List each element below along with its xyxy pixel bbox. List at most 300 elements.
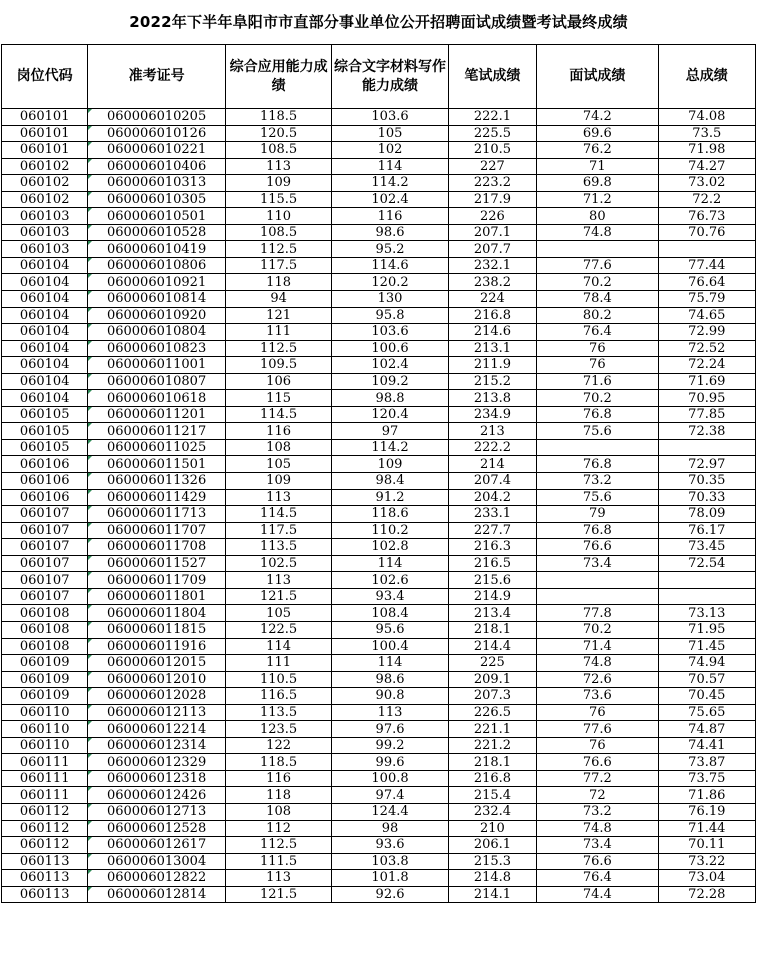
position-code-cell: 060106 (2, 489, 88, 506)
table-row (2, 688, 756, 705)
table-row (2, 175, 756, 192)
table-row (2, 208, 756, 225)
ticket-number-cell: 060006012822 (88, 870, 226, 887)
ticket-number-cell: 060006011801 (88, 588, 226, 605)
applied-ability-cell: 112.5 (225, 340, 331, 357)
applied-ability-cell: 108 (225, 803, 331, 820)
ticket-number-cell: 060006012028 (88, 688, 226, 705)
total-score-cell: 71.69 (658, 373, 755, 390)
applied-ability-cell: 109 (225, 473, 331, 490)
position-code-cell: 060111 (2, 787, 88, 804)
interview-cell: 78.4 (537, 291, 658, 308)
table-row (2, 853, 756, 870)
interview-cell: 77.2 (537, 770, 658, 787)
total-score-cell: 75.65 (658, 704, 755, 721)
score-table-body (2, 109, 756, 903)
position-code-cell: 060103 (2, 224, 88, 241)
total-score-cell (658, 241, 755, 258)
written-exam-cell: 217.9 (448, 191, 536, 208)
applied-ability-cell: 116 (225, 770, 331, 787)
applied-ability-cell: 113.5 (225, 704, 331, 721)
ticket-number-cell: 060006013004 (88, 853, 226, 870)
applied-ability-cell: 123.5 (225, 721, 331, 738)
position-code-cell: 060103 (2, 208, 88, 225)
header-interview-score: 面试成绩 (537, 45, 658, 109)
applied-ability-cell: 106 (225, 373, 331, 390)
written-exam-cell: 224 (448, 291, 536, 308)
writing-ability-cell: 98.6 (332, 224, 448, 241)
applied-ability-cell: 120.5 (225, 125, 331, 142)
applied-ability-cell: 105 (225, 456, 331, 473)
written-exam-cell: 209.1 (448, 671, 536, 688)
applied-ability-cell: 108.5 (225, 224, 331, 241)
written-exam-cell: 213.4 (448, 605, 536, 622)
interview-cell: 73.6 (537, 688, 658, 705)
interview-cell: 74.8 (537, 820, 658, 837)
table-row (2, 291, 756, 308)
table-row (2, 886, 756, 903)
position-code-cell: 060107 (2, 555, 88, 572)
total-score-cell: 73.45 (658, 539, 755, 556)
position-code-cell: 060107 (2, 588, 88, 605)
writing-ability-cell: 109 (332, 456, 448, 473)
interview-cell: 69.8 (537, 175, 658, 192)
applied-ability-cell: 115.5 (225, 191, 331, 208)
applied-ability-cell: 117.5 (225, 522, 331, 539)
table-row (2, 671, 756, 688)
written-exam-cell: 211.9 (448, 357, 536, 374)
total-score-cell: 74.65 (658, 307, 755, 324)
position-code-cell: 060109 (2, 671, 88, 688)
writing-ability-cell: 97.4 (332, 787, 448, 804)
applied-ability-cell: 118.5 (225, 754, 331, 771)
applied-ability-cell: 105 (225, 605, 331, 622)
total-score-cell: 72.97 (658, 456, 755, 473)
ticket-number-cell: 060006012713 (88, 803, 226, 820)
table-row (2, 373, 756, 390)
total-score-cell: 70.76 (658, 224, 755, 241)
total-score-cell: 72.2 (658, 191, 755, 208)
applied-ability-cell: 116.5 (225, 688, 331, 705)
writing-ability-cell: 114 (332, 158, 448, 175)
position-code-cell: 060110 (2, 721, 88, 738)
position-code-cell: 060101 (2, 142, 88, 159)
total-score-cell: 72.28 (658, 886, 755, 903)
written-exam-cell: 215.6 (448, 572, 536, 589)
position-code-cell: 060111 (2, 754, 88, 771)
ticket-number-cell: 060006010419 (88, 241, 226, 258)
total-score-cell: 70.33 (658, 489, 755, 506)
interview-cell: 76 (537, 737, 658, 754)
table-row (2, 307, 756, 324)
interview-cell: 76.6 (537, 539, 658, 556)
written-exam-cell: 215.3 (448, 853, 536, 870)
written-exam-cell: 215.4 (448, 787, 536, 804)
written-exam-cell: 214.9 (448, 588, 536, 605)
total-score-cell: 72.99 (658, 324, 755, 341)
ticket-number-cell: 060006010205 (88, 109, 226, 126)
ticket-number-cell: 060006012528 (88, 820, 226, 837)
interview-cell: 70.2 (537, 621, 658, 638)
interview-cell: 74.2 (537, 109, 658, 126)
written-exam-cell: 213 (448, 423, 536, 440)
table-row (2, 324, 756, 341)
ticket-number-cell: 060006010804 (88, 324, 226, 341)
writing-ability-cell: 98.4 (332, 473, 448, 490)
table-row (2, 555, 756, 572)
total-score-cell: 70.11 (658, 837, 755, 854)
interview-cell: 74.4 (537, 886, 658, 903)
applied-ability-cell: 121.5 (225, 588, 331, 605)
writing-ability-cell: 103.8 (332, 853, 448, 870)
total-score-cell: 76.64 (658, 274, 755, 291)
applied-ability-cell: 114.5 (225, 506, 331, 523)
written-exam-cell: 233.1 (448, 506, 536, 523)
position-code-cell: 060109 (2, 688, 88, 705)
table-row (2, 456, 756, 473)
written-exam-cell: 214 (448, 456, 536, 473)
applied-ability-cell: 111 (225, 324, 331, 341)
table-row (2, 191, 756, 208)
table-row (2, 158, 756, 175)
applied-ability-cell: 102.5 (225, 555, 331, 572)
written-exam-cell: 213.1 (448, 340, 536, 357)
ticket-number-cell: 060006010126 (88, 125, 226, 142)
table-row (2, 473, 756, 490)
interview-cell: 76.8 (537, 456, 658, 473)
written-exam-cell: 207.3 (448, 688, 536, 705)
position-code-cell: 060113 (2, 886, 88, 903)
applied-ability-cell: 108 (225, 439, 331, 456)
interview-cell: 73.2 (537, 473, 658, 490)
ticket-number-cell: 060006010806 (88, 257, 226, 274)
interview-cell: 74.8 (537, 655, 658, 672)
ticket-number-cell: 060006010528 (88, 224, 226, 241)
interview-cell: 70.2 (537, 274, 658, 291)
ticket-number-cell: 060006010921 (88, 274, 226, 291)
table-row (2, 588, 756, 605)
interview-cell (537, 588, 658, 605)
applied-ability-cell: 122 (225, 737, 331, 754)
position-code-cell: 060104 (2, 291, 88, 308)
interview-cell: 76.8 (537, 406, 658, 423)
applied-ability-cell: 109.5 (225, 357, 331, 374)
applied-ability-cell: 112.5 (225, 837, 331, 854)
applied-ability-cell: 113 (225, 158, 331, 175)
total-score-cell: 70.95 (658, 390, 755, 407)
writing-ability-cell: 97.6 (332, 721, 448, 738)
writing-ability-cell: 100.4 (332, 638, 448, 655)
writing-ability-cell: 109.2 (332, 373, 448, 390)
position-code-cell: 060111 (2, 770, 88, 787)
table-row (2, 803, 756, 820)
table-row (2, 704, 756, 721)
ticket-number-cell: 060006011501 (88, 456, 226, 473)
interview-cell: 79 (537, 506, 658, 523)
total-score-cell: 74.27 (658, 158, 755, 175)
applied-ability-cell: 110.5 (225, 671, 331, 688)
table-row (2, 721, 756, 738)
ticket-number-cell: 060006012314 (88, 737, 226, 754)
interview-cell: 75.6 (537, 423, 658, 440)
interview-cell: 80.2 (537, 307, 658, 324)
interview-cell: 76 (537, 340, 658, 357)
applied-ability-cell: 121.5 (225, 886, 331, 903)
total-score-cell: 70.35 (658, 473, 755, 490)
writing-ability-cell: 118.6 (332, 506, 448, 523)
written-exam-cell: 210.5 (448, 142, 536, 159)
ticket-number-cell: 060006011707 (88, 522, 226, 539)
position-code-cell: 060106 (2, 473, 88, 490)
position-code-cell: 060113 (2, 853, 88, 870)
interview-cell: 76 (537, 704, 658, 721)
position-code-cell: 060104 (2, 307, 88, 324)
interview-cell: 76.6 (537, 853, 658, 870)
applied-ability-cell: 113 (225, 870, 331, 887)
ticket-number-cell: 060006010920 (88, 307, 226, 324)
interview-cell: 76.6 (537, 754, 658, 771)
writing-ability-cell: 100.6 (332, 340, 448, 357)
interview-cell (537, 241, 658, 258)
total-score-cell: 72.38 (658, 423, 755, 440)
writing-ability-cell: 95.8 (332, 307, 448, 324)
total-score-cell (658, 572, 755, 589)
ticket-number-cell: 060006012426 (88, 787, 226, 804)
applied-ability-cell: 112 (225, 820, 331, 837)
writing-ability-cell: 113 (332, 704, 448, 721)
interview-cell: 71 (537, 158, 658, 175)
total-score-cell: 71.98 (658, 142, 755, 159)
total-score-cell: 73.22 (658, 853, 755, 870)
applied-ability-cell: 113.5 (225, 539, 331, 556)
interview-cell: 72 (537, 787, 658, 804)
total-score-cell: 73.04 (658, 870, 755, 887)
writing-ability-cell: 103.6 (332, 324, 448, 341)
written-exam-cell: 218.1 (448, 754, 536, 771)
total-score-cell: 77.44 (658, 257, 755, 274)
interview-cell (537, 572, 658, 589)
ticket-number-cell: 060006010823 (88, 340, 226, 357)
ticket-number-cell: 060006012113 (88, 704, 226, 721)
position-code-cell: 060102 (2, 175, 88, 192)
total-score-cell: 71.95 (658, 621, 755, 638)
ticket-number-cell: 060006012214 (88, 721, 226, 738)
written-exam-cell: 207.1 (448, 224, 536, 241)
position-code-cell: 060112 (2, 820, 88, 837)
total-score-cell: 71.45 (658, 638, 755, 655)
total-score-cell: 70.45 (658, 688, 755, 705)
ticket-number-cell: 060006012329 (88, 754, 226, 771)
ticket-number-cell: 060006010618 (88, 390, 226, 407)
interview-cell: 73.4 (537, 555, 658, 572)
writing-ability-cell: 93.4 (332, 588, 448, 605)
table-row (2, 870, 756, 887)
ticket-number-cell: 060006010406 (88, 158, 226, 175)
position-code-cell: 060104 (2, 257, 88, 274)
total-score-cell: 73.75 (658, 770, 755, 787)
writing-ability-cell: 101.8 (332, 870, 448, 887)
writing-ability-cell: 114.2 (332, 439, 448, 456)
written-exam-cell: 234.9 (448, 406, 536, 423)
position-code-cell: 060108 (2, 621, 88, 638)
applied-ability-cell: 108.5 (225, 142, 331, 159)
table-row (2, 224, 756, 241)
writing-ability-cell: 92.6 (332, 886, 448, 903)
header-total-score: 总成绩 (658, 45, 755, 109)
writing-ability-cell: 100.8 (332, 770, 448, 787)
ticket-number-cell: 060006010221 (88, 142, 226, 159)
written-exam-cell: 226 (448, 208, 536, 225)
table-row (2, 638, 756, 655)
applied-ability-cell: 109 (225, 175, 331, 192)
writing-ability-cell: 120.2 (332, 274, 448, 291)
writing-ability-cell: 93.6 (332, 837, 448, 854)
written-exam-cell: 222.2 (448, 439, 536, 456)
interview-cell: 76.2 (537, 142, 658, 159)
position-code-cell: 060101 (2, 125, 88, 142)
applied-ability-cell: 94 (225, 291, 331, 308)
table-row (2, 142, 756, 159)
total-score-cell: 76.19 (658, 803, 755, 820)
ticket-number-cell: 060006011217 (88, 423, 226, 440)
writing-ability-cell: 98 (332, 820, 448, 837)
writing-ability-cell: 90.8 (332, 688, 448, 705)
position-code-cell: 060110 (2, 704, 88, 721)
total-score-cell (658, 588, 755, 605)
written-exam-cell: 213.8 (448, 390, 536, 407)
interview-cell: 75.6 (537, 489, 658, 506)
position-code-cell: 060108 (2, 638, 88, 655)
table-row (2, 820, 756, 837)
applied-ability-cell: 122.5 (225, 621, 331, 638)
position-code-cell: 060108 (2, 605, 88, 622)
writing-ability-cell: 116 (332, 208, 448, 225)
total-score-cell: 72.24 (658, 357, 755, 374)
table-row (2, 655, 756, 672)
total-score-cell: 72.54 (658, 555, 755, 572)
applied-ability-cell: 115 (225, 390, 331, 407)
total-score-cell: 76.17 (658, 522, 755, 539)
total-score-cell: 73.87 (658, 754, 755, 771)
total-score-cell: 74.87 (658, 721, 755, 738)
applied-ability-cell: 118.5 (225, 109, 331, 126)
writing-ability-cell: 120.4 (332, 406, 448, 423)
written-exam-cell: 215.2 (448, 373, 536, 390)
ticket-number-cell: 060006010313 (88, 175, 226, 192)
applied-ability-cell: 121 (225, 307, 331, 324)
position-code-cell: 060106 (2, 456, 88, 473)
position-code-cell: 060107 (2, 572, 88, 589)
ticket-number-cell: 060006011709 (88, 572, 226, 589)
applied-ability-cell: 117.5 (225, 257, 331, 274)
interview-cell: 76 (537, 357, 658, 374)
interview-cell: 73.2 (537, 803, 658, 820)
interview-cell: 76.4 (537, 324, 658, 341)
interview-cell: 77.6 (537, 257, 658, 274)
interview-cell: 72.6 (537, 671, 658, 688)
table-row (2, 506, 756, 523)
table-row (2, 754, 756, 771)
total-score-cell: 74.94 (658, 655, 755, 672)
position-code-cell: 060103 (2, 241, 88, 258)
total-score-cell: 75.79 (658, 291, 755, 308)
table-row (2, 357, 756, 374)
written-exam-cell: 216.3 (448, 539, 536, 556)
writing-ability-cell: 102.4 (332, 191, 448, 208)
ticket-number-cell: 060006011527 (88, 555, 226, 572)
position-code-cell: 060112 (2, 837, 88, 854)
interview-cell: 76.8 (537, 522, 658, 539)
table-row (2, 274, 756, 291)
writing-ability-cell: 102.8 (332, 539, 448, 556)
writing-ability-cell: 95.2 (332, 241, 448, 258)
table-row (2, 439, 756, 456)
table-row (2, 390, 756, 407)
ticket-number-cell: 060006011201 (88, 406, 226, 423)
ticket-number-cell: 060006011708 (88, 539, 226, 556)
applied-ability-cell: 114.5 (225, 406, 331, 423)
written-exam-cell: 223.2 (448, 175, 536, 192)
written-exam-cell: 210 (448, 820, 536, 837)
total-score-cell: 77.85 (658, 406, 755, 423)
table-row (2, 522, 756, 539)
ticket-number-cell: 060006011815 (88, 621, 226, 638)
writing-ability-cell: 95.6 (332, 621, 448, 638)
total-score-cell: 73.02 (658, 175, 755, 192)
ticket-number-cell: 060006010305 (88, 191, 226, 208)
interview-cell: 77.8 (537, 605, 658, 622)
written-exam-cell: 218.1 (448, 621, 536, 638)
written-exam-cell: 227.7 (448, 522, 536, 539)
interview-cell: 71.6 (537, 373, 658, 390)
table-row (2, 770, 756, 787)
table-row (2, 340, 756, 357)
position-code-cell: 060104 (2, 324, 88, 341)
total-score-cell: 74.08 (658, 109, 755, 126)
position-code-cell: 060107 (2, 539, 88, 556)
ticket-number-cell: 060006010807 (88, 373, 226, 390)
header-writing-ability-score: 综合文字材料写作能力成绩 (332, 45, 448, 109)
ticket-number-cell: 060006012015 (88, 655, 226, 672)
interview-cell: 69.6 (537, 125, 658, 142)
written-exam-cell: 226.5 (448, 704, 536, 721)
table-row (2, 572, 756, 589)
score-table (1, 44, 756, 903)
position-code-cell: 060104 (2, 390, 88, 407)
applied-ability-cell: 113 (225, 489, 331, 506)
total-score-cell: 73.13 (658, 605, 755, 622)
ticket-number-cell: 060006011804 (88, 605, 226, 622)
position-code-cell: 060107 (2, 522, 88, 539)
written-exam-cell: 214.8 (448, 870, 536, 887)
ticket-number-cell: 060006011025 (88, 439, 226, 456)
writing-ability-cell: 114.2 (332, 175, 448, 192)
interview-cell: 70.2 (537, 390, 658, 407)
written-exam-cell: 216.5 (448, 555, 536, 572)
total-score-cell: 70.57 (658, 671, 755, 688)
written-exam-cell: 232.1 (448, 257, 536, 274)
interview-cell: 73.4 (537, 837, 658, 854)
written-exam-cell: 232.4 (448, 803, 536, 820)
ticket-number-cell: 060006011429 (88, 489, 226, 506)
position-code-cell: 060105 (2, 439, 88, 456)
writing-ability-cell: 114.6 (332, 257, 448, 274)
writing-ability-cell: 98.6 (332, 671, 448, 688)
written-exam-cell: 206.1 (448, 837, 536, 854)
table-row (2, 837, 756, 854)
interview-cell: 71.2 (537, 191, 658, 208)
position-code-cell: 060102 (2, 191, 88, 208)
